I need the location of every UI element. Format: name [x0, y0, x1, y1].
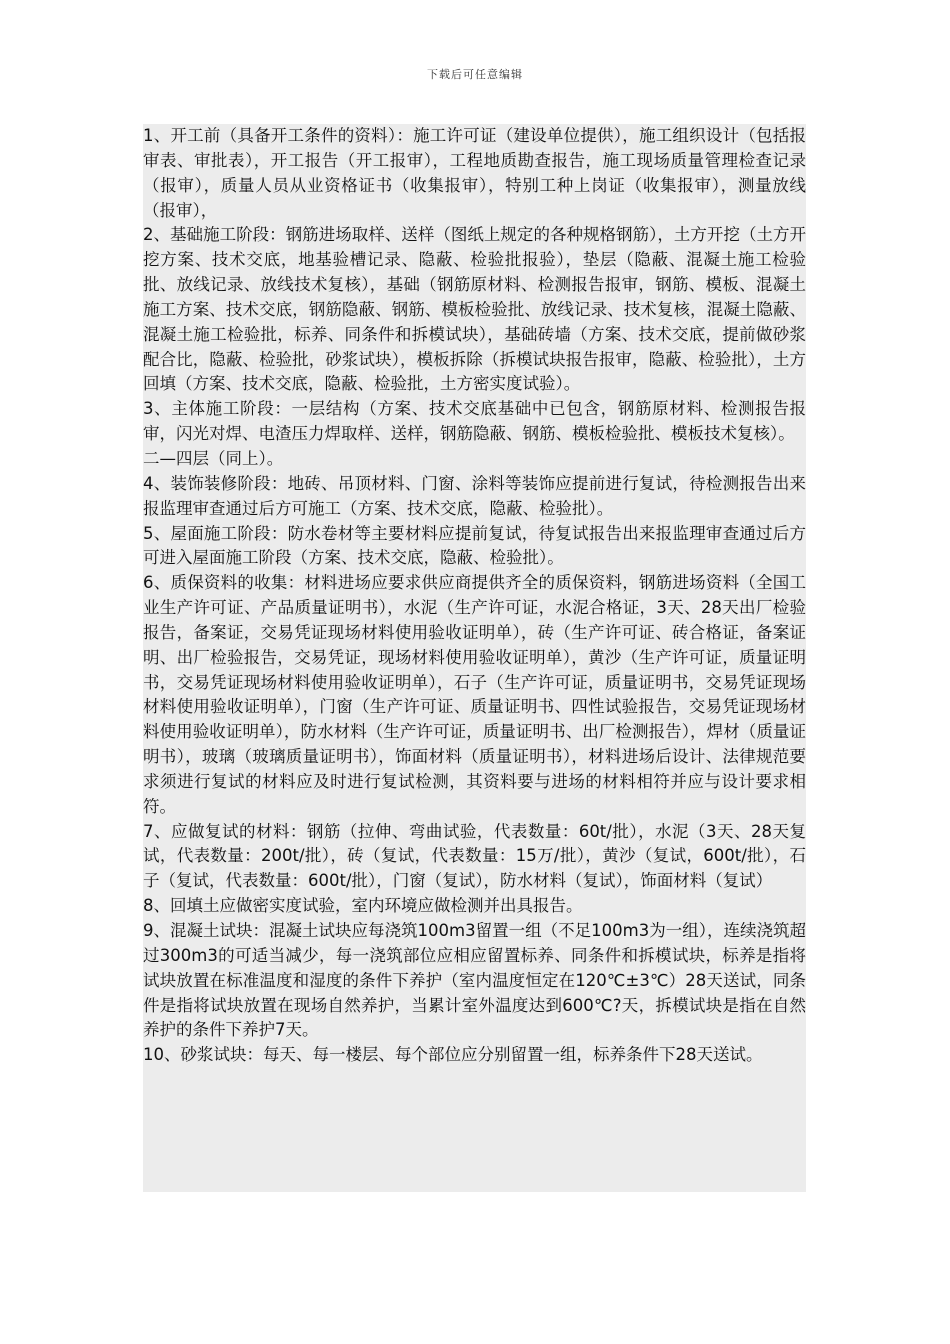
paragraph-4-decoration-stage: 4、装饰装修阶段：地砖、吊顶材料、门窗、涂料等装饰应提前进行复试，待检测报告出来报监理审查通过后方可施工（方案、技术交底，隐蔽、检验批）。 — [143, 473, 806, 518]
paragraph-floors-2-to-4: 二—四层（同上）。 — [143, 448, 284, 468]
document-body — [143, 124, 806, 1192]
paragraph-5-roofing-stage: 5、屋面施工阶段：防水卷材等主要材料应提前复试，待复试报告出来报监理审查通过后方可进入屋面施工阶段（方案、技术交底，隐蔽、检验批）。 — [143, 523, 806, 568]
paragraph-2-foundation-stage: 2、基础施工阶段：钢筋进场取样、送样（图纸上规定的各种规格钢筋），土方开挖（土方开挖方案、技术交底，地基验槽记录、隐蔽、检验批报验），垫层（隐蔽、混凝土施工检验批、放线记录、放线技术复核），基础（钢筋原材料、检测报告报审，钢筋、模板、混凝土施工方案、技术交底，钢筋隐蔽、钢筋、模板检验批、放线记录、技术复核，混凝土隐蔽、混凝土施工检验批，标养、同条件和拆模试块），基础砖墙（方案、技术交底，提前做砂浆配合比，隐蔽、检验批，砂浆试块），模板拆除（拆模试块报告报审，隐蔽、检验批），土方回填（方案、技术交底，隐蔽、检验批，土方密实度试验）。 — [143, 225, 806, 394]
page-header: 下载后可任意编辑 — [427, 68, 523, 81]
paragraph-9-concrete-specimens: 9、混凝土试块：混凝土试块应每浇筑100m3留置一组（不足100m3为一组），连续浇筑超过300m3的可适当减少，每一浇筑部位应相应留置标养、同条件和拆模试块，标养是指将试块放置在标准温度和湿度的条件下养护（室内温度恒定在120℃±3℃）28天送试，同条件是指将试块放置在现场自然养护，当累计室外温度达到600℃?天，拆模试块是指在自然养护的条件下养护7天。 — [143, 921, 806, 1040]
paragraph-1-pre-construction: 1、开工前（具备开工条件的资料）：施工许可证（建设单位提供），施工组织设计（包括报审表、审批表），开工报告（开工报审），工程地质勘查报告，施工现场质量管理检查记录（报审），质量人员从业资格证书（收集报审），特别工种上岗证（收集报审），测量放线（报审）， — [143, 126, 806, 220]
paragraph-8-backfill-test: 8、回填土应做密实度试验，室内环境应做检测并出具报告。 — [143, 896, 583, 916]
paragraph-6-quality-documents: 6、质保资料的收集：材料进场应要求供应商提供齐全的质保资料，钢筋进场资料（全国工业生产许可证、产品质量证明书），水泥（生产许可证，水泥合格证，3天、28天出厂检验报告，备案证，交易凭证现场材料使用验收证明单），砖（生产许可证、砖合格证，备案证明、出厂检验报告，交易凭证，现场材料使用验收证明单），黄沙（生产许可证，质量证明书，交易凭证现场材料使用验收证明单），石子（生产许可证，质量证明书，交易凭证现场材料使用验收证明单），门窗（生产许可证、质量证明书、四性试验报告，交易凭证现场材料使用验收证明单），防水材料（生产许可证，质量证明书、出厂检测报告），焊材（质量证明书），玻璃（玻璃质量证明书），饰面材料（质量证明书），材料进场后设计、法律规范要求须进行复试的材料应及时进行复试检测，其资料要与进场的材料相符并应与设计要求相符。 — [143, 573, 806, 816]
paragraph-7-retest-materials: 7、应做复试的材料：钢筋（拉伸、弯曲试验，代表数量：60t/批），水泥（3天、28天复试，代表数量：200t/批），砖（复试，代表数量：15万/批），黄沙（复试，600t/批），石子（复试，代表数量：600t/批），门窗（复试），防水材料（复试），饰面材料（复试） — [143, 821, 806, 891]
paragraph-10-mortar-specimens: 10、砂浆试块：每天、每一楼层、每个部位应分别留置一组，标养条件下28天送试。 — [143, 1045, 763, 1065]
paragraph-3-main-structure-stage: 3、主体施工阶段：一层结构（方案、技术交底基础中已包含，钢筋原材料、检测报告报审，闪光对焊、电渣压力焊取样、送样，钢筋隐蔽、钢筋、模板检验批、模板技术复核）。 — [143, 399, 806, 444]
